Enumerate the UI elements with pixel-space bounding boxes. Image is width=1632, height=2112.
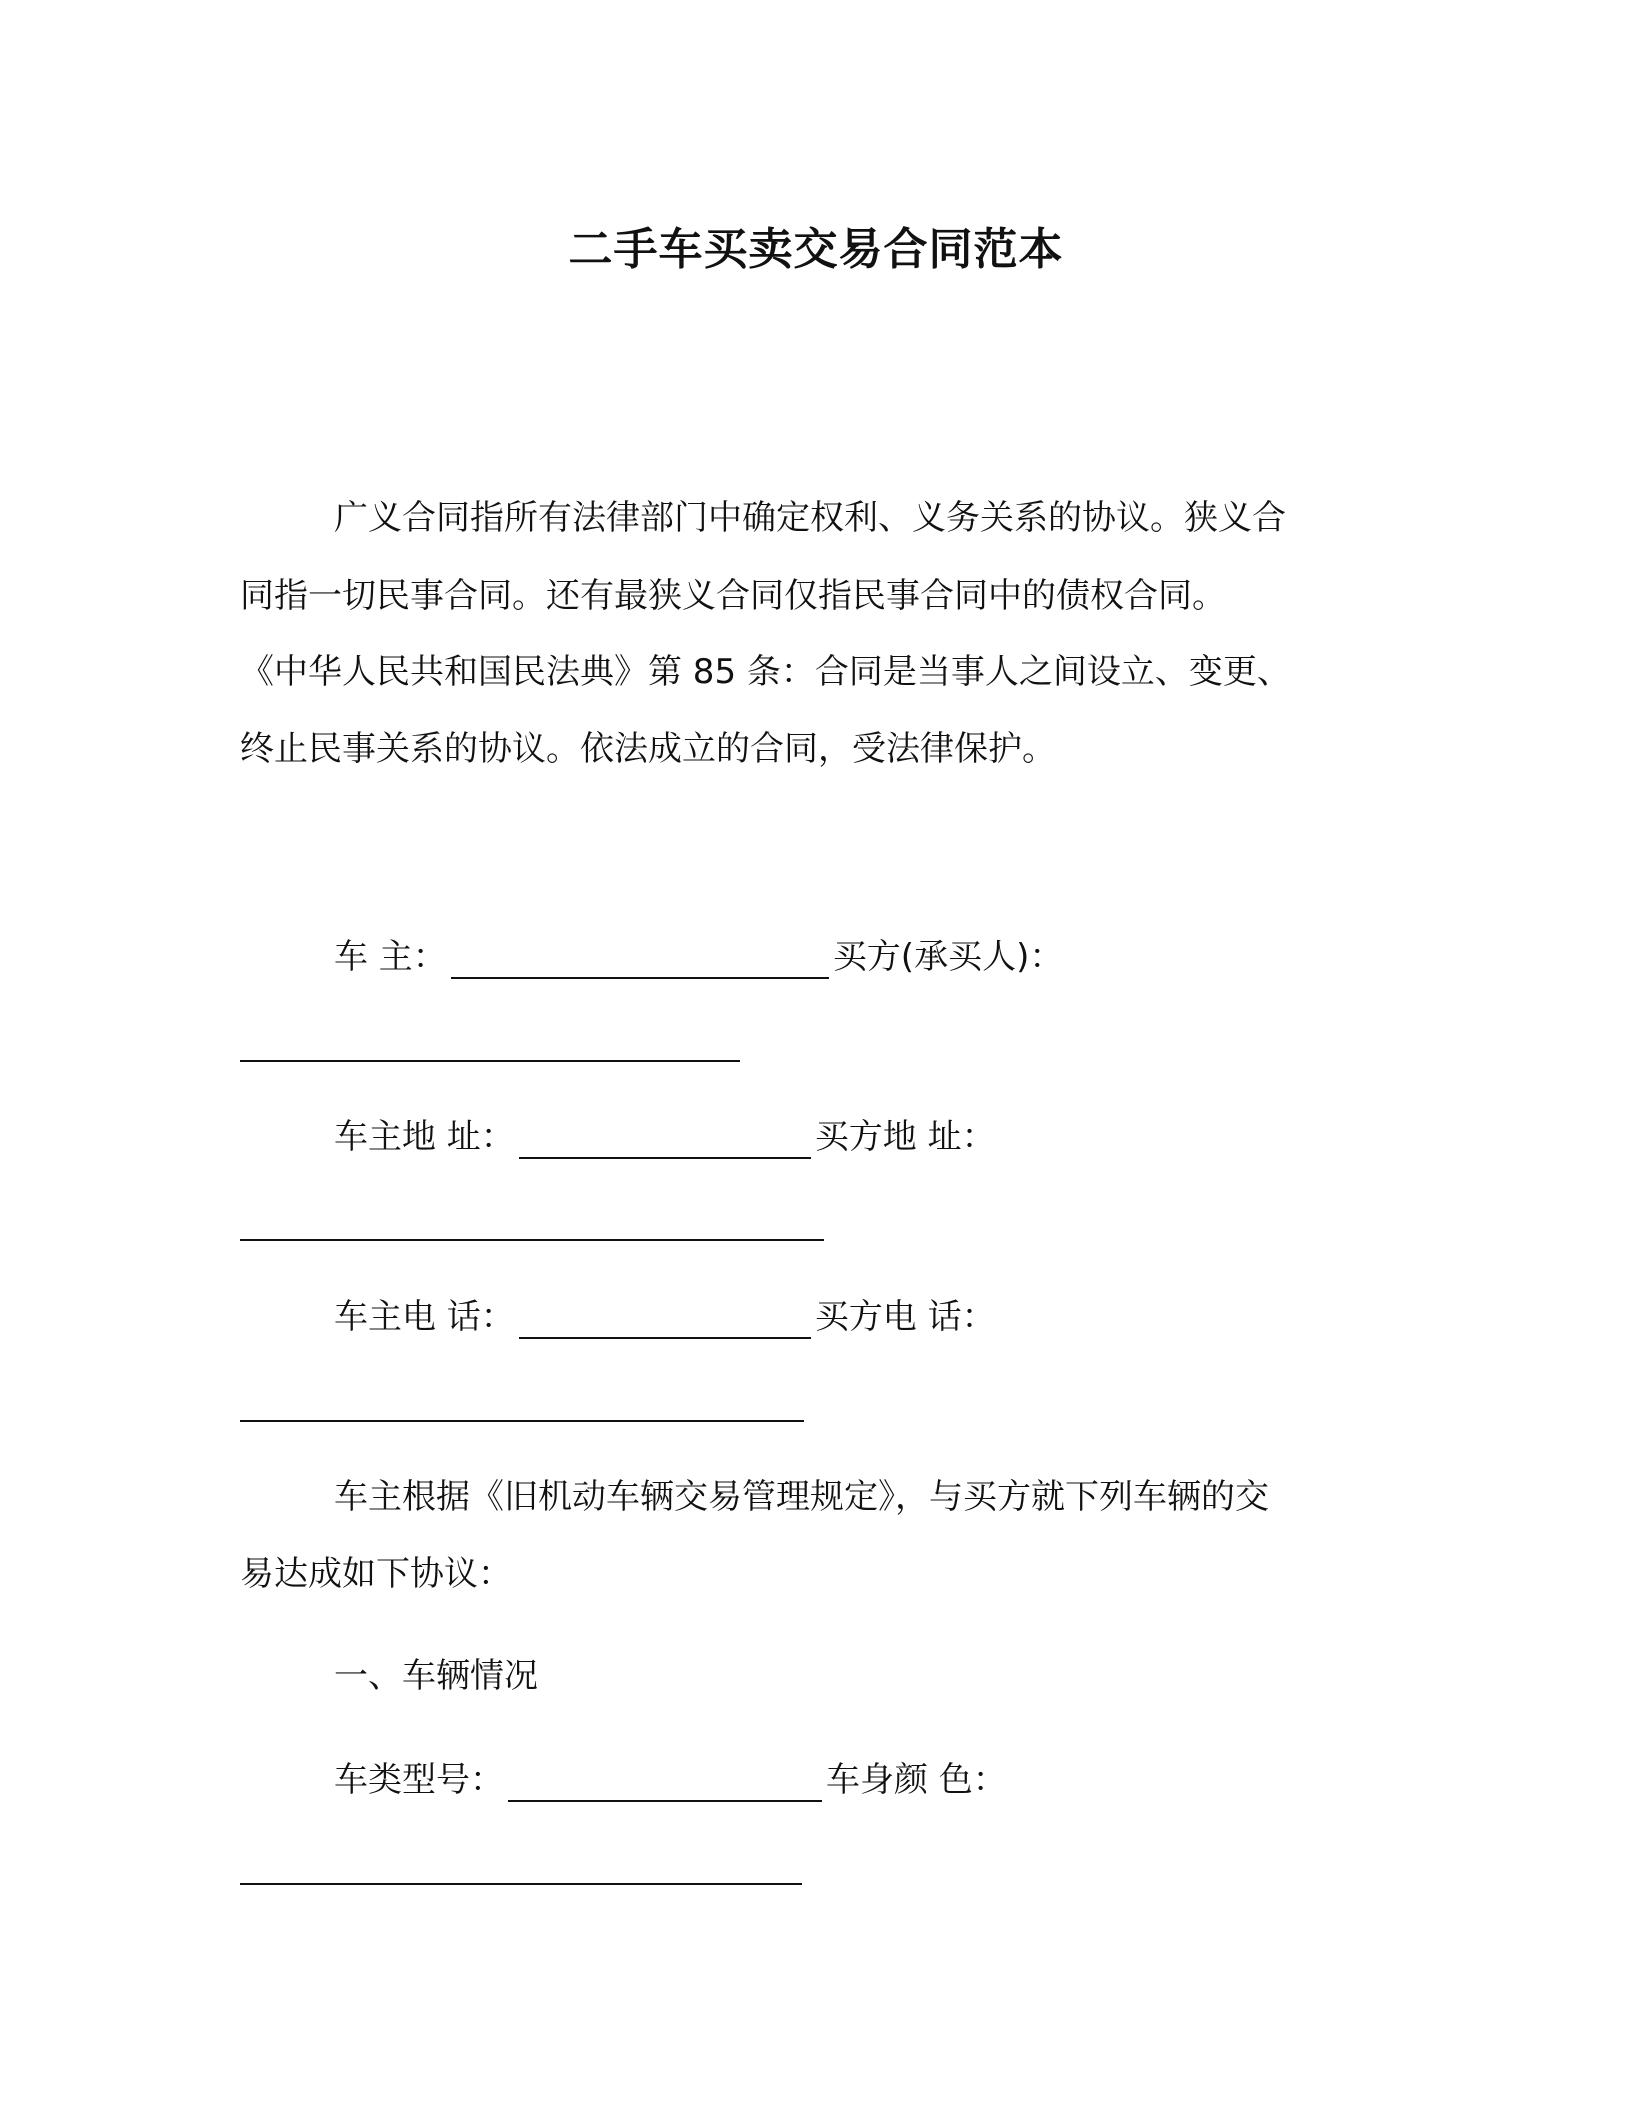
buyer-label: 买方(承买人)：: [832, 937, 1064, 977]
agreement-paragraph-line: 车主根据《旧机动车辆交易管理规定》，与买方就下列车辆的交: [334, 1477, 1269, 1517]
document-title: 二手车买卖交易合同范本: [568, 224, 1064, 275]
intro-paragraph-line: 同指一切民事合同。还有最狭义合同仅指民事合同中的债权合同。: [240, 576, 1226, 616]
vehicle-type-label: 车类型号：: [334, 1760, 504, 1800]
body-color-blank[interactable]: [240, 1881, 802, 1885]
owner-name-blank[interactable]: [451, 947, 829, 979]
body-color-label: 车身颜 色：: [826, 1760, 1007, 1800]
phone-row: [334, 1295, 996, 1339]
buyer-name-blank[interactable]: [240, 1058, 740, 1062]
buyer-address-label: 买方地 址：: [814, 1117, 996, 1157]
buyer-phone-blank[interactable]: [240, 1418, 804, 1422]
intro-paragraph-line: 终止民事关系的协议。依法成立的合同，受法律保护。: [240, 729, 1056, 769]
owner-address-label: 车主地 址：: [334, 1117, 515, 1157]
owner-label: 车 主：: [334, 937, 447, 977]
owner-buyer-row: [334, 935, 1063, 979]
agreement-paragraph-line: 易达成如下协议：: [240, 1554, 512, 1594]
owner-phone-blank[interactable]: [519, 1307, 811, 1339]
buyer-address-blank[interactable]: [240, 1237, 824, 1241]
owner-address-blank[interactable]: [519, 1127, 811, 1159]
vehicle-type-row: [334, 1758, 1007, 1802]
section-heading-vehicle: 一、车辆情况: [334, 1656, 538, 1696]
vehicle-type-blank[interactable]: [508, 1770, 822, 1802]
buyer-phone-label: 买方电 话：: [814, 1297, 996, 1337]
intro-paragraph-line: 广义合同指所有法律部门中确定权利、义务关系的协议。狭义合: [334, 498, 1286, 538]
intro-paragraph-line: 《中华人民共和国民法典》第 85 条：合同是当事人之间设立、变更、: [240, 652, 1291, 692]
address-row: [334, 1115, 996, 1159]
owner-phone-label: 车主电 话：: [334, 1297, 515, 1337]
